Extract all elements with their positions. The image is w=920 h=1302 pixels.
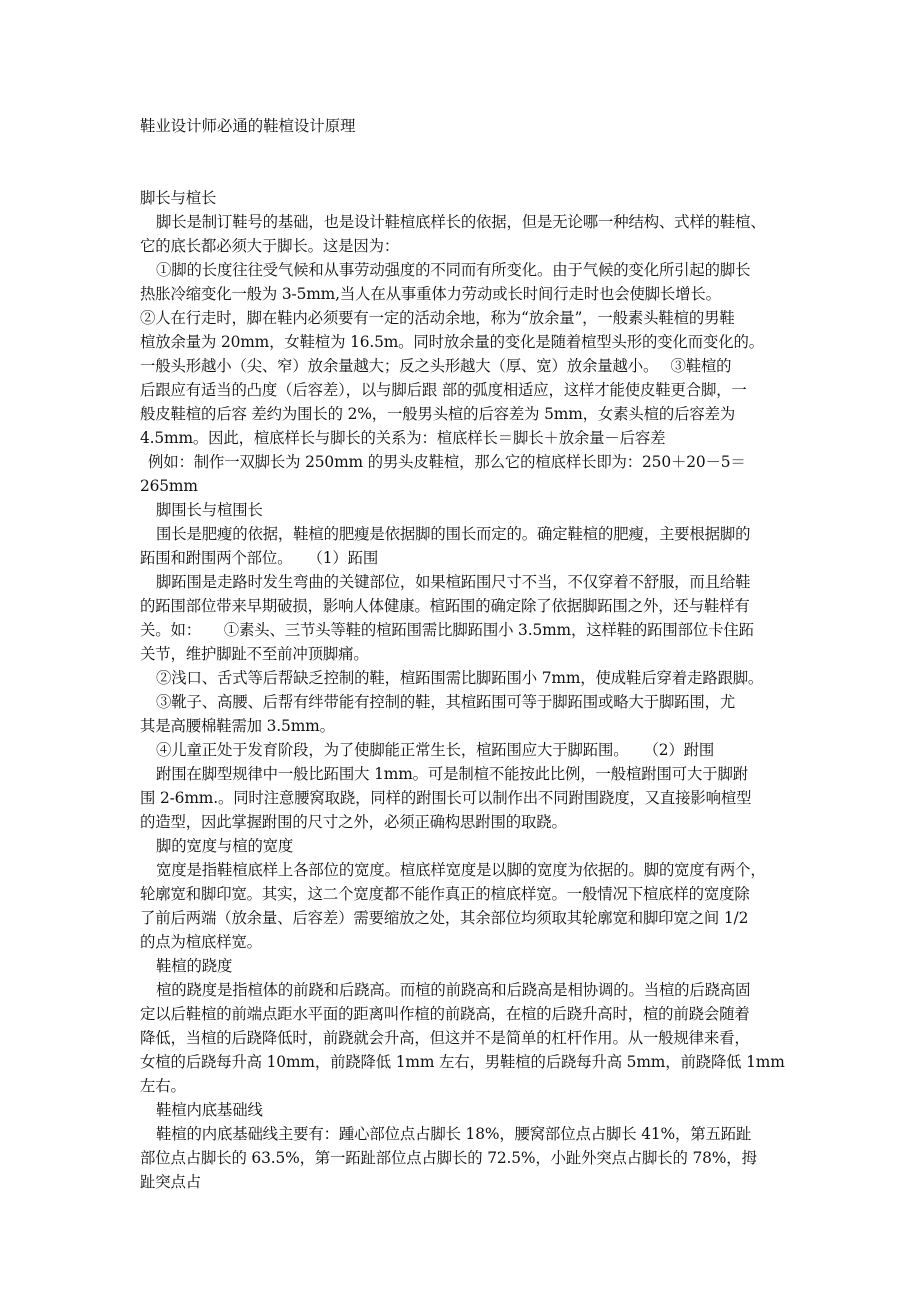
paragraph-line: 的造型，因此掌握跗围的尺寸之外，必须正确构思跗围的取跷。 xyxy=(140,813,567,831)
blank-line xyxy=(140,162,784,186)
section-heading: 鞋楦内底基础线 xyxy=(156,1101,263,1119)
paragraph-line: 了前后两端（放余量、后容差）需要缩放之处，其余部位均须取其轮廓宽和脚印宽之间 1/2 xyxy=(140,909,749,927)
paragraph-line: 例如：制作一双脚长为 250mm 的男头皮鞋楦，那么它的楦底样长即为：250＋20－5＝ xyxy=(148,453,746,471)
paragraph-line: 脚跖围是走路时发生弯曲的关键部位，如果楦跖围尺寸不当，不仅穿着不舒服，而且给鞋 xyxy=(156,573,751,591)
paragraph-line: 跗围在脚型规律中一般比跖围大 1mm。可是制楦不能按此比例，一般楦跗围可大于脚跗 xyxy=(156,765,748,783)
paragraph-line: 关。如： ①素头、三节头等鞋的楦跖围需比脚跖围小 3.5mm，这样鞋的跖围部位卡住跖 xyxy=(140,621,754,639)
document-title: 鞋业设计师必通的鞋楦设计原理 xyxy=(140,117,356,135)
paragraph-line: 左右。 xyxy=(140,1077,186,1095)
paragraph-line: 般皮鞋楦的后容 差约为围长的 2%，一般男头楦的后容差为 5mm，女素头楦的后容差为 xyxy=(140,405,736,423)
paragraph-line: 它的底长都必须大于脚长。这是因为： xyxy=(140,237,400,255)
paragraph-line: 265mm xyxy=(140,477,198,495)
paragraph-line: 部位点占脚长的 63.5%，第一跖趾部位点占脚长的 72.5%，小趾外突点占脚长的 78%，拇 xyxy=(140,1149,757,1167)
paragraph-line: 4.5mm。因此，楦底样长与脚长的关系为：楦底样长＝脚长＋放余量－后容差 xyxy=(140,429,666,447)
paragraph-line: ①脚的长度往往受气候和从事劳动强度的不同而有所变化。由于气候的变化所引起的脚长 xyxy=(156,261,751,279)
paragraph-line: 跖围和跗围两个部位。 （1）跖围 xyxy=(140,549,379,567)
paragraph-line: 关节，维护脚趾不至前冲顶脚痛。 xyxy=(140,645,369,663)
paragraph-line: ②浅口、舌式等后帮缺乏控制的鞋，楦跖围需比脚跖围小 7mm，使成鞋后穿着走路跟脚。 xyxy=(156,669,764,687)
paragraph-line: ③靴子、高腰、后帮有绊带能有控制的鞋，其楦跖围可等于脚跖围或略大于脚跖围，尤 xyxy=(156,693,736,711)
blank-line xyxy=(140,138,784,162)
section-heading: 鞋楦的跷度 xyxy=(156,957,233,975)
paragraph-line: 围长是肥瘦的依据，鞋楦的肥瘦是依据脚的围长而定的。确定鞋楦的肥瘦，主要根据脚的 xyxy=(156,525,751,543)
paragraph-line: 后跟应有适当的凸度（后容差），以与脚后跟 部的弧度相适应，这样才能使皮鞋更合脚，一 xyxy=(140,381,747,399)
paragraph-line: 降低，当楦的后跷降低时，前跷就会升高，但这并不是简单的杠杆作用。从一般规律来看， xyxy=(140,1029,750,1047)
paragraph-line: 宽度是指鞋楦底样上各部位的宽度。楦底样宽度是以脚的宽度为依据的。脚的宽度有两个， xyxy=(156,861,766,879)
paragraph-line: 定以后鞋楦的前端点距水平面的距离叫作楦的前跷高，在楦的后跷升高时，楦的前跷会随着 xyxy=(140,1005,750,1023)
paragraph-line: 鞋楦的内底基础线主要有：踵心部位点占脚长 18%，腰窝部位点占脚长 41%，第五跖趾 xyxy=(156,1125,752,1143)
paragraph-line: 趾突点占 xyxy=(140,1173,201,1191)
paragraph-line: 女楦的后跷每升高 10mm，前跷降低 1mm 左右，男鞋楦的后跷每升高 5mm，前跷降低 1mm xyxy=(140,1053,785,1071)
paragraph-line: 轮廓宽和脚印宽。其实，这二个宽度都不能作真正的楦底样宽。一般情况下楦底样的宽度除 xyxy=(140,885,750,903)
paragraph-line: 楦的跷度是指楦体的前跷和后跷高。而楦的前跷高和后跷高是相协调的。当楦的后跷高固 xyxy=(156,981,751,999)
paragraph-line: 围 2-6mm.。同时注意腰窝取跷，同样的跗围长可以制作出不同跗围跷度，又直接影响楦型 xyxy=(140,789,752,807)
paragraph-line: 的点为楦底样宽。 xyxy=(140,933,262,951)
paragraph-line: 的跖围部位带来早期破损，影响人体健康。楦跖围的确定除了依据脚跖围之外，还与鞋样有 xyxy=(140,597,750,615)
document-body xyxy=(140,186,784,1194)
paragraph-line: 其是高腰棉鞋需加 3.5mm。 xyxy=(140,717,335,735)
paragraph-line: 一般头形越小（尖、窄）放余量越大；反之头形越大（厚、宽）放余量越小。 ③鞋楦的 xyxy=(140,357,732,375)
paragraph-line: 楦放余量为 20mm，女鞋楦为 16.5m。同时放余量的变化是随着楦型头形的变化而变化的。 xyxy=(140,333,764,351)
document-page xyxy=(140,114,784,1194)
paragraph-line: ④儿童正处于发育阶段，为了使脚能正常生长，楦跖围应大于脚跖围。 （2）跗围 xyxy=(156,741,715,759)
paragraph-line: 脚长是制订鞋号的基础，也是设计鞋楦底样长的依据，但是无论哪一种结构、式样的鞋楦、 xyxy=(156,213,766,231)
paragraph-line: 热胀冷缩变化一般为 3-5mm,当人在从事重体力劳动或长时间行走时也会使脚长增长。 xyxy=(140,285,721,303)
section-heading: 脚围长与楦围长 xyxy=(156,501,263,519)
paragraph-line: ②人在行走时，脚在鞋内必须要有一定的活动余地，称为“放余量”，一般素头鞋楦的男鞋 xyxy=(140,309,735,327)
section-heading: 脚的宽度与楦的宽度 xyxy=(156,837,294,855)
section-heading: 脚长与楦长 xyxy=(140,189,217,207)
